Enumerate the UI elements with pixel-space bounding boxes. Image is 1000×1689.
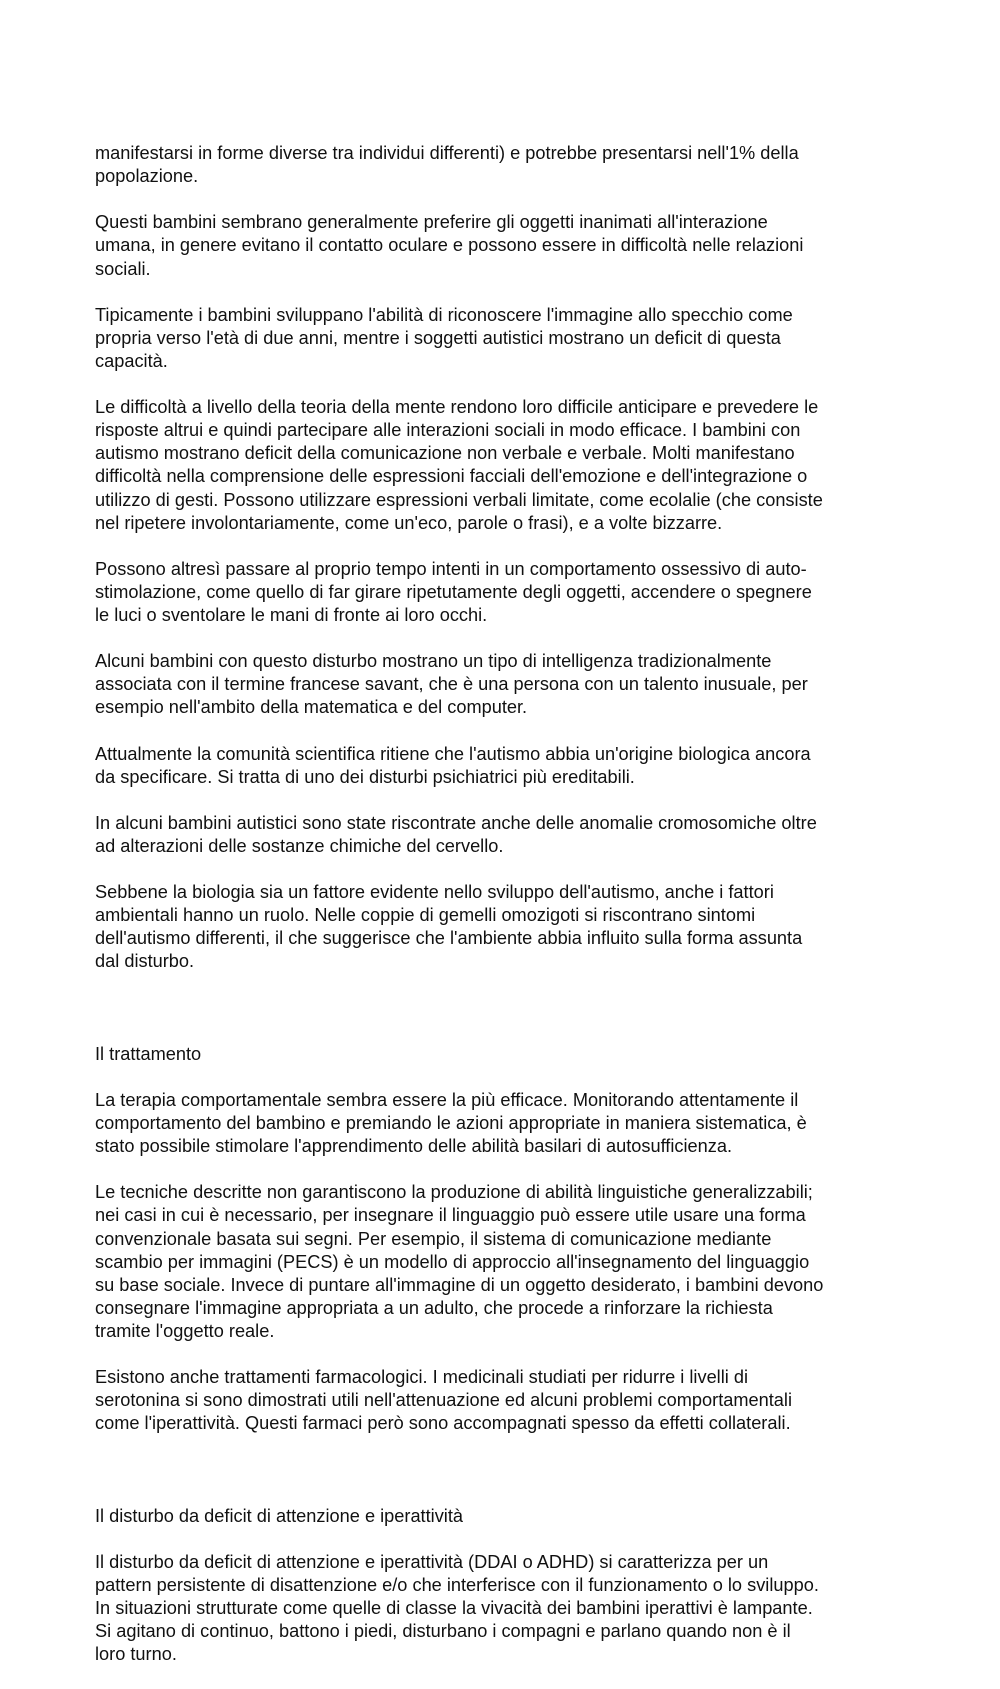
- blank-line: [95, 1458, 915, 1481]
- paragraph: Esistono anche trattamenti farmacologici. I medicinali studiati per ridurre i livelli di serotonina si sono dimostrati utili nell'attenuazione ed alcuni problemi comportamentali come l'iperattività. Questi farmaci però sono accompagnati spesso da effetti collaterali.: [95, 1367, 792, 1434]
- paragraph: In alcuni bambini autistici sono state riscontrate anche delle anomalie cromosomiche oltre ad alterazioni delle sostanze chimiche del cervello.: [95, 812, 817, 856]
- paragraph: Sebbene la biologia sia un fattore evidente nello sviluppo dell'autismo, anche i fattori ambientali hanno un ruolo. Nelle coppie di gemelli omozigoti si riscontrano sintomi dell'autismo differenti, il che suggerisce che l'ambiente abbia influito sulla forma assunta dal disturbo.: [95, 882, 803, 972]
- paragraph: Le tecniche descritte non garantiscono la produzione di abilità linguistiche generalizzabili; nei casi in cui è necessario, per insegnare il linguaggio può essere utile usare una forma convenzionale basata sui segni. Per esempio, il sistema di comunicazione mediante scambio per immagini (PECS) è un modello di approccio all'insegnamento del linguaggio su base sociale. Invece di puntare all'immagine di un oggetto desiderato, i bambini devono consegnare l'immagine appropriata a un adulto, che procede a rinforzare la richiesta tramite l'oggetto reale.: [95, 1182, 824, 1341]
- paragraph: Tipicamente i bambini sviluppano l'abilità di riconoscere l'immagine allo specchio come propria verso l'età di due anni, mentre i soggetti autistici mostrano un deficit di questa capacità.: [95, 304, 793, 371]
- paragraph: Attualmente la comunità scientifica ritiene che l'autismo abbia un'origine biologica ancora da specificare. Si tratta di uno dei disturbi psichiatrici più ereditabili.: [95, 743, 811, 787]
- section-heading: Il disturbo da deficit di attenzione e iperattività: [95, 1505, 464, 1526]
- paragraph: Possono altresì passare al proprio tempo intenti in un comportamento ossessivo di auto- stimolazione, come quello di far girare ripetutamente degli oggetti, accendere o spegnere le luci o sventolare le mani di fronte ai loro occhi.: [95, 558, 812, 625]
- blank-line: [95, 997, 915, 1020]
- paragraph: Questi bambini sembrano generalmente preferire gli oggetti inanimati all'interazione umana, in genere evitano il contatto oculare e possono essere in difficoltà nelle relazioni sociali.: [95, 212, 804, 279]
- paragraph: Il disturbo da deficit di attenzione e iperattività (DDAI o ADHD) si caratterizza per un pattern persistente di disattenzione e/o che interferisce con il funzionamento o lo sviluppo. In situazioni strutturate come quelle di classe la vivacità dei bambini iperattivi è lampante. Si agitano di continuo, battono i piedi, disturbano i compagni e parlano quando non è il loro turno.: [95, 1551, 819, 1665]
- paragraph: manifestarsi in forme diverse tra individui differenti) e potrebbe presentarsi nell'1% della popolazione.: [95, 143, 799, 187]
- paragraph: La terapia comportamentale sembra essere la più efficace. Monitorando attentamente il comportamento del bambino e premiando le azioni appropriate in maniera sistematica, è stato possibile stimolare l'apprendimento delle abilità basilari di autosufficienza.: [95, 1089, 807, 1157]
- section-heading: Il trattamento: [95, 1043, 202, 1064]
- document-page: [95, 119, 915, 1689]
- paragraph: Alcuni bambini con questo disturbo mostrano un tipo di intelligenza tradizionalmente associata con il termine francese savant, che è una persona con un talento inusuale, per esempio nell'ambito della matematica e del computer.: [95, 651, 808, 718]
- paragraph: Le difficoltà a livello della teoria della mente rendono loro difficile anticipare e prevedere le risposte altrui e quindi partecipare alle interazioni sociali in modo efficace. I bambini con autismo mostrano deficit della comunicazione non verbale e verbale. Molti manifestano difficoltà nella comprensione delle espressioni facciali dell'emozione e dell'integrazione o utilizzo di gesti. Possono utilizzare espressioni verbali limitate, come ecolalie (che consiste nel ripetere involontariamente, come un'eco, parole o frasi), e a volte bizzarre.: [95, 397, 823, 533]
